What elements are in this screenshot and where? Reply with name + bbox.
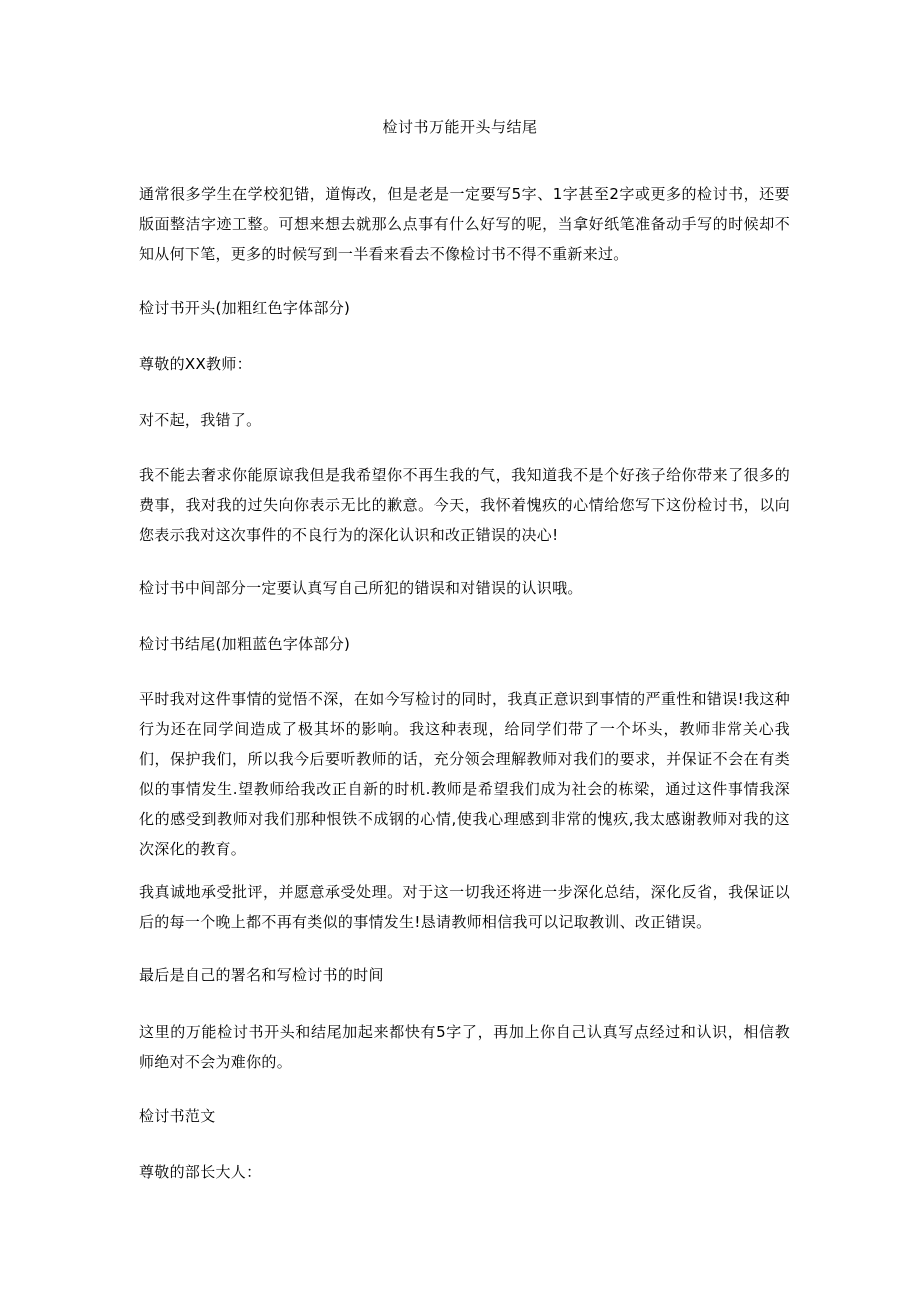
closing-heading: 检讨书结尾(加粗蓝色字体部分) xyxy=(139,635,351,653)
sample-heading: 检讨书范文 xyxy=(139,1107,216,1125)
opening-heading: 检讨书开头(加粗红色字体部分) xyxy=(139,299,351,317)
acceptance-paragraph: 我真诚地承受批评，并愿意承受处理。对于这一切我还将进一步深化总结，深化反省，我保证以后的每一个晚上都不再有类似的事情发生!恳请教师相信我可以记取教训、改正错误。 xyxy=(139,883,790,931)
salutation: 尊敬的XX教师： xyxy=(139,355,252,373)
opening-paragraph: 我不能去奢求你能原谅我但是我希望你不再生我的气，我知道我不是个好孩子给你带来了很多的费事，我对我的过失向你表示无比的歉意。今天，我怀着愧疚的心情给您写下这份检讨书，以向您表示我对这次事件的不良行为的深化认识和改正错误的决心! xyxy=(139,466,790,544)
summary-paragraph: 这里的万能检讨书开头和结尾加起来都快有5字了，再加上你自己认真写点经过和认识，相信教师绝对不会为难你的。 xyxy=(139,1023,790,1071)
middle-note: 检讨书中间部分一定要认真写自己所犯的错误和对错误的认识哦。 xyxy=(139,579,583,597)
sample-salutation: 尊敬的部长大人： xyxy=(139,1163,262,1181)
apology-line: 对不起，我错了。 xyxy=(139,411,262,429)
document-title: 检讨书万能开头与结尾 xyxy=(382,118,538,136)
signature-note: 最后是自己的署名和写检讨书的时间 xyxy=(139,966,384,984)
intro-paragraph: 通常很多学生在学校犯错，道悔改，但是老是一定要写5字、1字甚至2字或更多的检讨书，还要版面整洁字迹工整。可想来想去就那么点事有什么好写的呢，当拿好纸笔准备动手写的时候却不知从何下笔，更多的时候写到一半看来看去不像检讨书不得不重新来过。 xyxy=(139,185,790,263)
closing-paragraph: 平时我对这件事情的觉悟不深，在如今写检讨的同时，我真正意识到事情的严重性和错误!我这种行为还在同学间造成了极其坏的影响。我这种表现，给同学们带了一个坏头，教师非常关心我们，保护我们，所以我今后要听教师的话，充分领会理解教师对我们的要求，并保证不会在有类似的事情发生.望教师给我改正自新的时机.教师是希望我们成为社会的栋梁，通过这件事情我深化的感受到教师对我们那种恨铁不成钢的心情,使我心理感到非常的愧疚,我太感谢教师对我的这次深化的教育。 xyxy=(139,690,790,858)
